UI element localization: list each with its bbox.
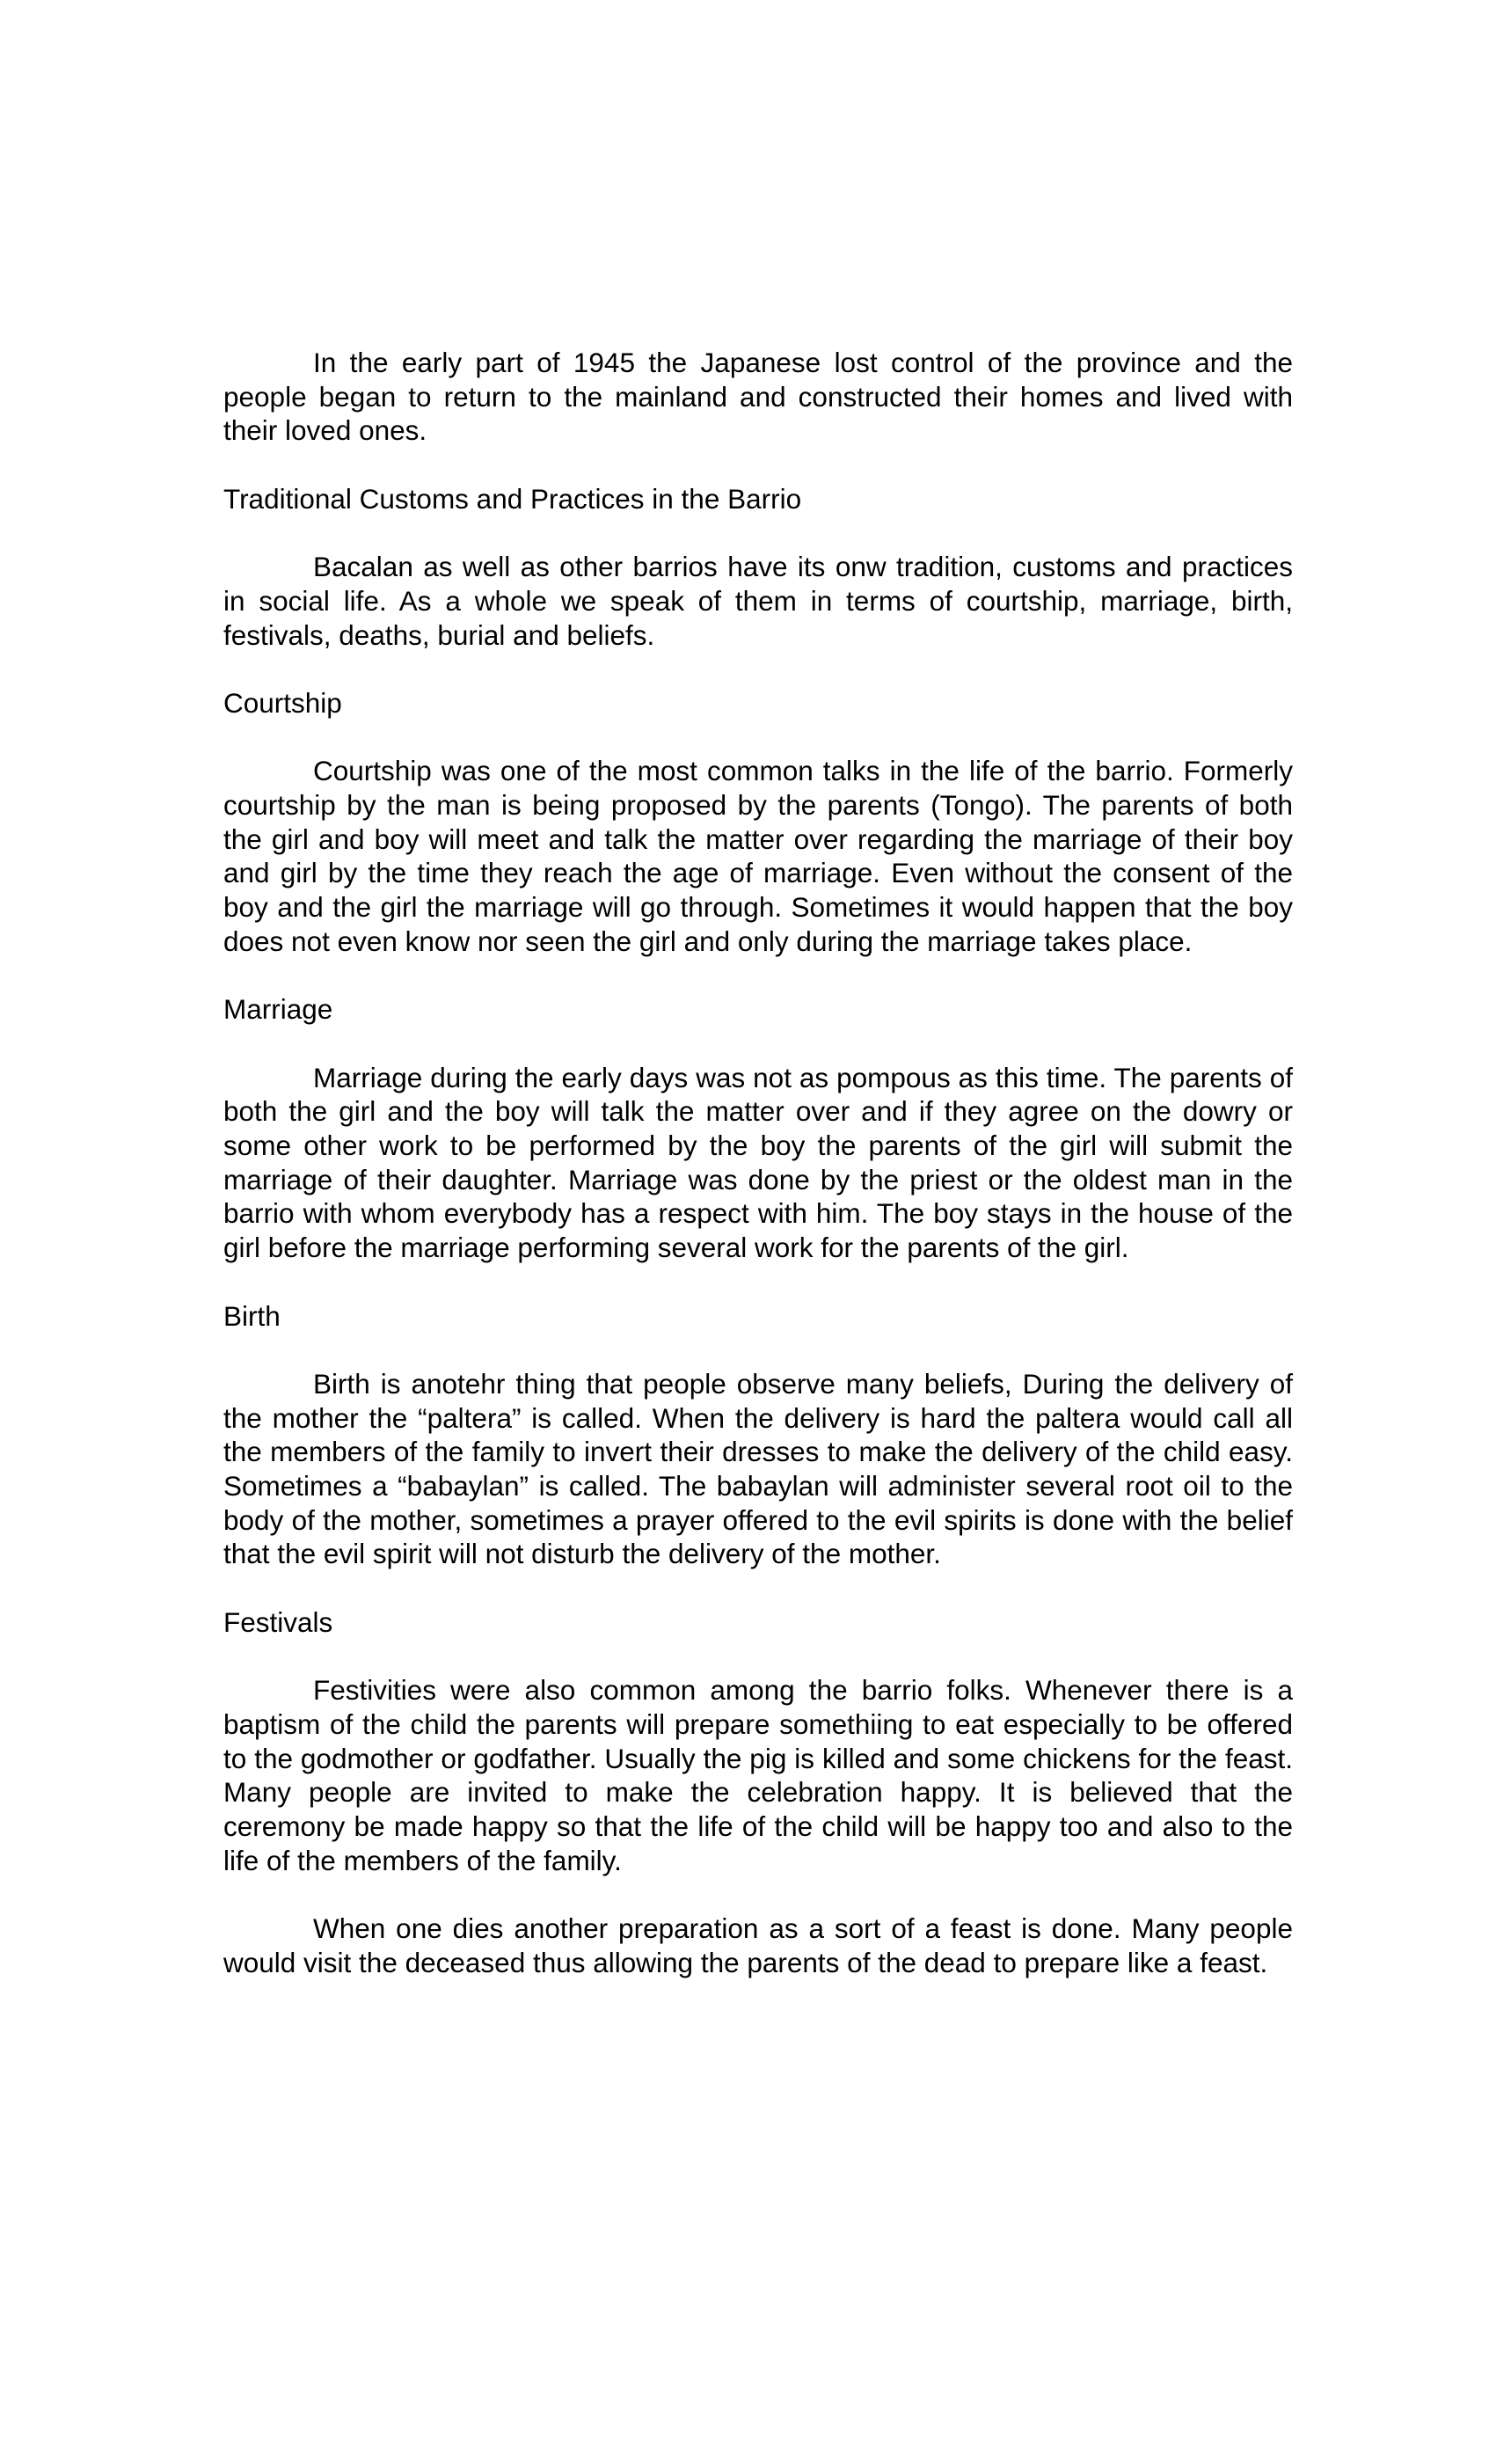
intro-paragraph: In the early part of 1945 the Japanese lost control of the province and the people began to return to the mainland and constructed their homes and lived with their loved ones. (223, 347, 1293, 447)
customs-paragraph: Bacalan as well as other barrios have its onw tradition, customs and practices in social life. As a whole we speak of them in terms of courtship, marriage, birth, festivals, deaths, burial and beliefs. (223, 551, 1293, 651)
festivals-paragraph: Festivities were also common among the barrio folks. Whenever there is a baptism of the child the parents will prepare somethiing to eat especially to be offered to the godmother or godfather. Usually the pig is killed and some chickens for the feast. Many people are invited to make the celebration happy. It is believed that the ceremony be made happy so that the life of the child will be happy too and also to the life of the members of the family. (223, 1674, 1293, 1876)
death-paragraph: When one dies another preparation as a sort of a feast is done. Many people would visit the deceased thus allowing the parents of the dead to prepare like a feast. (223, 1912, 1293, 1978)
customs-heading: Traditional Customs and Practices in the Barrio (223, 482, 802, 515)
document-body (223, 346, 1293, 1980)
courtship-paragraph: Courtship was one of the most common talks in the life of the barrio. Formerly courtship by the man is being proposed by the parents (Tongo). The parents of both the girl and boy will meet and talk the matter over regarding the marriage of their boy and girl by the time they reach the age of marriage. Even without the consent of the boy and the girl the marriage will go through. Sometimes it would happen that the boy does not even know nor seen the girl and only during the marriage takes place. (223, 755, 1293, 957)
birth-paragraph: Birth is anotehr thing that people observe many beliefs, During the delivery of the mother the “paltera” is called. When the delivery is hard the paltera would call all the members of the family to invert their dresses to make the delivery of the child easy. Sometimes a “babaylan” is called. The babaylan will administer several root oil to the body of the mother, sometimes a prayer offered to the evil spirits is done with the belief that the evil spirit will not disturb the delivery of the mother. (223, 1367, 1293, 1570)
courtship-heading: Courtship (223, 686, 342, 719)
birth-heading: Birth (223, 1299, 281, 1332)
marriage-heading: Marriage (223, 993, 333, 1026)
marriage-paragraph: Marriage during the early days was not as pompous as this time. The parents of both the girl and the boy will talk the matter over and if they agree on the dowry or some other work to be performed by the boy the parents of the girl will submit the marriage of their daughter. Marriage was done by the priest or the oldest man in the barrio with whom everybody has a respect with him. The boy stays in the house of the girl before the marriage performing several work for the parents of the girl. (223, 1061, 1293, 1264)
festivals-heading: Festivals (223, 1605, 333, 1638)
